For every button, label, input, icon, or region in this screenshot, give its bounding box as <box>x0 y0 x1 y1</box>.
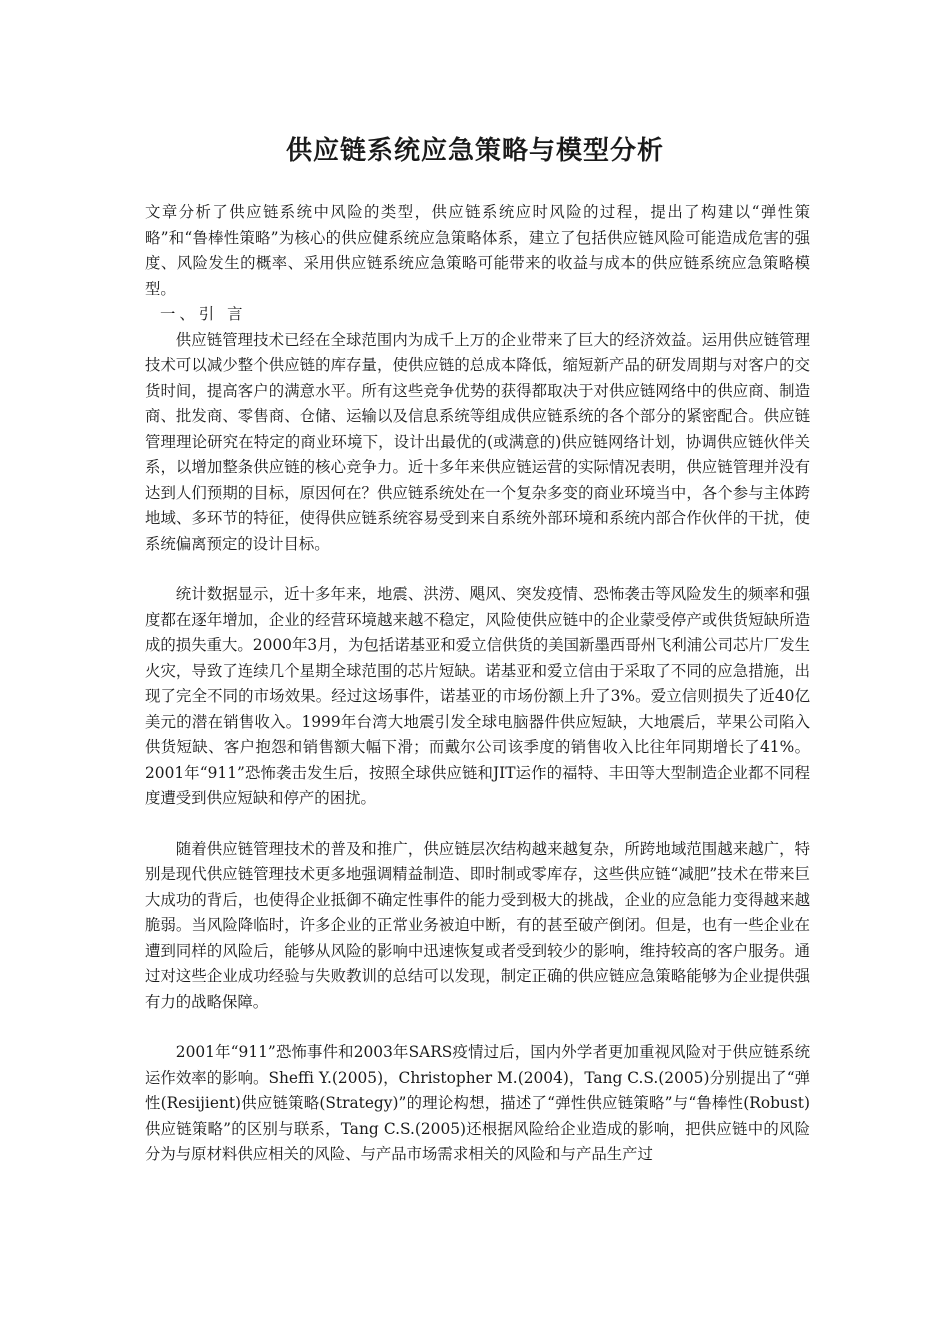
document-body <box>145 200 810 1193</box>
section-heading: 一、引 言 <box>160 305 247 323</box>
body-paragraph: 统计数据显示，近十多年来，地震、洪涝、飓风、突发疫情、恐怖袭击等风险发生的频率和强度都在逐年增加，企业的经营环境越来越不稳定，风险使供应链中的企业蒙受停产或供货短缺所造成的损失重大。2000年3月，为包括诺基亚和爱立信供货的美国新墨西哥州飞利浦公司芯片厂发生火灾，导致了连续几个星期全球范围的芯片短缺。诺基亚和爱立信由于采取了不同的应急措施，出现了完全不同的市场效果。经过这场事件，诺基亚的市场份额上升了3%。爱立信则损失了近40亿美元的潜在销售收入。1999年台湾大地震引发全球电脑器件供应短缺，大地震后，苹果公司陷入供货短缺、客户抱怨和销售额大幅下滑；而戴尔公司该季度的销售收入比往年同期增长了41%。2001年“911”恐怖袭击发生后，按照全球供应链和JIT运作的福特、丰田等大型制造企业都不同程度遭受到供应短缺和停产的困扰。 <box>145 585 810 807</box>
abstract-paragraph: 文章分析了供应链系统中风险的类型，供应链系统应时风险的过程，提出了构建以“弹性策略”和“鲁棒性策略”为核心的供应健系统应急策略体系，建立了包括供应链风险可能造成危害的强度、风险发生的概率、采用供应链系统应急策略可能带来的收益与成本的供应链系统应急策略模型。 <box>145 203 810 298</box>
body-paragraph: 供应链管理技术已经在全球范围内为成千上万的企业带来了巨大的经济效益。运用供应链管理技术可以减少整个供应链的库存量，使供应链的总成本降低，缩短新产品的研发周期与对客户的交货时间，提高客户的满意水平。所有这些竞争优势的获得都取决于对供应链网络中的供应商、制造商、批发商、零售商、仓储、运输以及信息系统等组成供应链系统的各个部分的紧密配合。供应链管理理论研究在特定的商业环境下，设计出最优的(或满意的)供应链网络计划，协调供应链伙伴关系，以增加整条供应链的核心竞争力。近十多年来供应链运营的实际情况表明，供应链管理并没有达到人们预期的目标，原因何在？供应链系统处在一个复杂多变的商业环境当中，各个参与主体跨地域、多环节的特征，使得供应链系统容易受到来自系统外部环境和系统内部合作伙伴的干扰，使系统偏离预定的设计目标。 <box>145 330 810 553</box>
body-paragraph: 2001年“911”恐怖事件和2003年SARS疫情过后，国内外学者更加重视风险对于供应链系统运作效率的影响。Sheffi Y.(2005)，Christopher M.(2004)，Tang C.S.(2005)分别提出了“弹性(Resijient)供应链策略(Strategy)”的理论构想，描述了“弹性供应链策略”与“鲁棒性(Robust)供应链策略”的区别与联系，Tang C.S.(2005)还根据风险给企业造成的影响，把供应链中的风险分为与原材料供应相关的风险、与产品市场需求相关的风险和与产品生产过 <box>145 1043 810 1163</box>
body-paragraph: 随着供应链管理技术的普及和推广，供应链层次结构越来越复杂，所跨地域范围越来越广，特别是现代供应链管理技术更多地强调精益制造、即时制或零库存，这些供应链“减肥”技术在带来巨大成功的背后，也使得企业抵御不确定性事件的能力受到极大的挑战，企业的应急能力变得越来越脆弱。当风险降临时，许多企业的正常业务被迫中断，有的甚至破产倒闭。但是，也有一些企业在遭到同样的风险后，能够从风险的影响中迅速恢复或者受到较少的影响，维持较高的客户服务。通过对这些企业成功经验与失败教训的总结可以发现，制定正确的供应链应急策略能够为企业提供强有力的战略保障。 <box>145 839 810 1011</box>
document-title: 供应链系统应急策略与模型分析 <box>285 136 664 166</box>
